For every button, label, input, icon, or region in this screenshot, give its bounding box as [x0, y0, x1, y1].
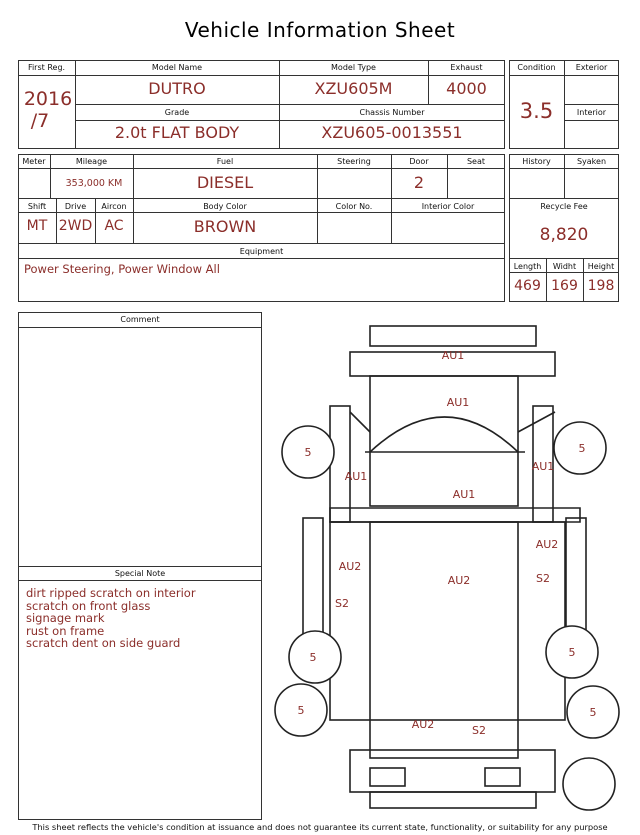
disclaimer-footer: This sheet reflects the vehicle's condition at issuance and does not guarantee its current state, functionality, or suitability for any purpose — [32, 822, 608, 832]
door-count: 2 — [413, 173, 425, 192]
mark-au2-left: AU2 — [338, 560, 362, 573]
meter-label: Meter — [22, 157, 46, 166]
shift-label: Shift — [27, 202, 47, 211]
mark-au1-cab: AU1 — [452, 488, 476, 501]
recycle-fee: 8,820 — [539, 225, 589, 245]
wheel-label-mid-right: 5 — [568, 646, 576, 659]
exhaust: 4000 — [446, 79, 487, 98]
body-color-label: Body Color — [203, 202, 247, 211]
height-label: Height — [587, 262, 615, 271]
interior-color-label: Interior Color — [421, 202, 475, 211]
width-label: Widht — [552, 262, 577, 271]
wheel-label-front-left: 5 — [304, 446, 312, 459]
page-title: Vehicle Information Sheet — [184, 18, 456, 42]
comment-label: Comment — [120, 315, 160, 324]
aircon: AC — [104, 218, 124, 234]
exhaust-label: Exhaust — [450, 63, 483, 72]
special-note-label: Special Note — [114, 569, 166, 578]
interior-label: Interior — [576, 108, 607, 117]
color-no-label: Color No. — [335, 202, 373, 211]
first-reg-label: First Reg. — [27, 63, 66, 72]
steering-label: Steering — [337, 157, 371, 166]
shift: MT — [26, 218, 48, 234]
wheel-label-front-right: 5 — [578, 442, 586, 455]
body-color: BROWN — [193, 217, 257, 236]
recycle-fee-label: Recycle Fee — [540, 202, 588, 211]
special-note-2: scratch on front glass — [26, 599, 151, 613]
special-note-3: signage mark — [26, 611, 105, 625]
condition-label: Condition — [517, 63, 556, 72]
drive-label: Drive — [64, 202, 87, 211]
exterior-label: Exterior — [575, 63, 608, 72]
condition-grade: 3.5 — [519, 99, 554, 123]
special-note-5: scratch dent on side guard — [26, 636, 181, 650]
model-type-label: Model Type — [331, 63, 376, 72]
wheel-label-mid-left: 5 — [309, 651, 317, 664]
mark-au2-right: AU2 — [535, 538, 559, 551]
mark-au1-right: AU1 — [531, 460, 555, 473]
mark-s2-rear: S2 — [472, 724, 486, 737]
length: 469 — [514, 278, 541, 294]
mark-au1-left: AU1 — [344, 470, 368, 483]
special-note-1: dirt ripped scratch on interior — [26, 586, 196, 600]
model-name: DUTRO — [148, 79, 206, 98]
aircon-label: Aircon — [101, 202, 127, 211]
first-reg-year: 2016 — [23, 88, 73, 110]
syaken-label: Syaken — [576, 157, 607, 166]
fuel: DIESEL — [196, 173, 254, 192]
first-reg-month: /7 — [30, 110, 50, 132]
model-name-label: Model Name — [151, 63, 203, 72]
door-label: Door — [409, 157, 429, 166]
vehicle-damage-diagram — [270, 312, 640, 817]
grade-label: Grade — [164, 108, 190, 117]
wheel-label-rear-right: 5 — [589, 706, 597, 719]
equipment-label: Equipment — [239, 247, 284, 256]
mark-au2-rear: AU2 — [411, 718, 435, 731]
height: 198 — [587, 278, 615, 294]
model-type: XZU605M — [314, 79, 393, 98]
mark-au2-bed: AU2 — [447, 574, 471, 587]
history-label: History — [522, 157, 551, 166]
wheel-label-rear-left: 5 — [297, 704, 305, 717]
mileage-label: Mileage — [75, 157, 108, 166]
mark-au1-hood: AU1 — [446, 396, 470, 409]
seat-label: Seat — [466, 157, 486, 166]
length-label: Length — [513, 262, 542, 271]
special-note-4: rust on frame — [26, 624, 105, 638]
mark-au1-bumper: AU1 — [441, 349, 465, 362]
drive: 2WD — [58, 218, 93, 234]
equipment: Power Steering, Power Window All — [24, 262, 220, 276]
mark-s2-left: S2 — [335, 597, 349, 610]
mark-s2-right: S2 — [536, 572, 550, 585]
wheel-spare — [563, 758, 615, 810]
mileage: 353,000 KM — [65, 178, 123, 189]
chassis-number: XZU605-0013551 — [321, 123, 463, 142]
width: 169 — [551, 278, 578, 294]
fuel-label: Fuel — [216, 157, 234, 166]
chassis-label: Chassis Number — [359, 108, 425, 117]
grade: 2.0t FLAT BODY — [114, 123, 240, 142]
